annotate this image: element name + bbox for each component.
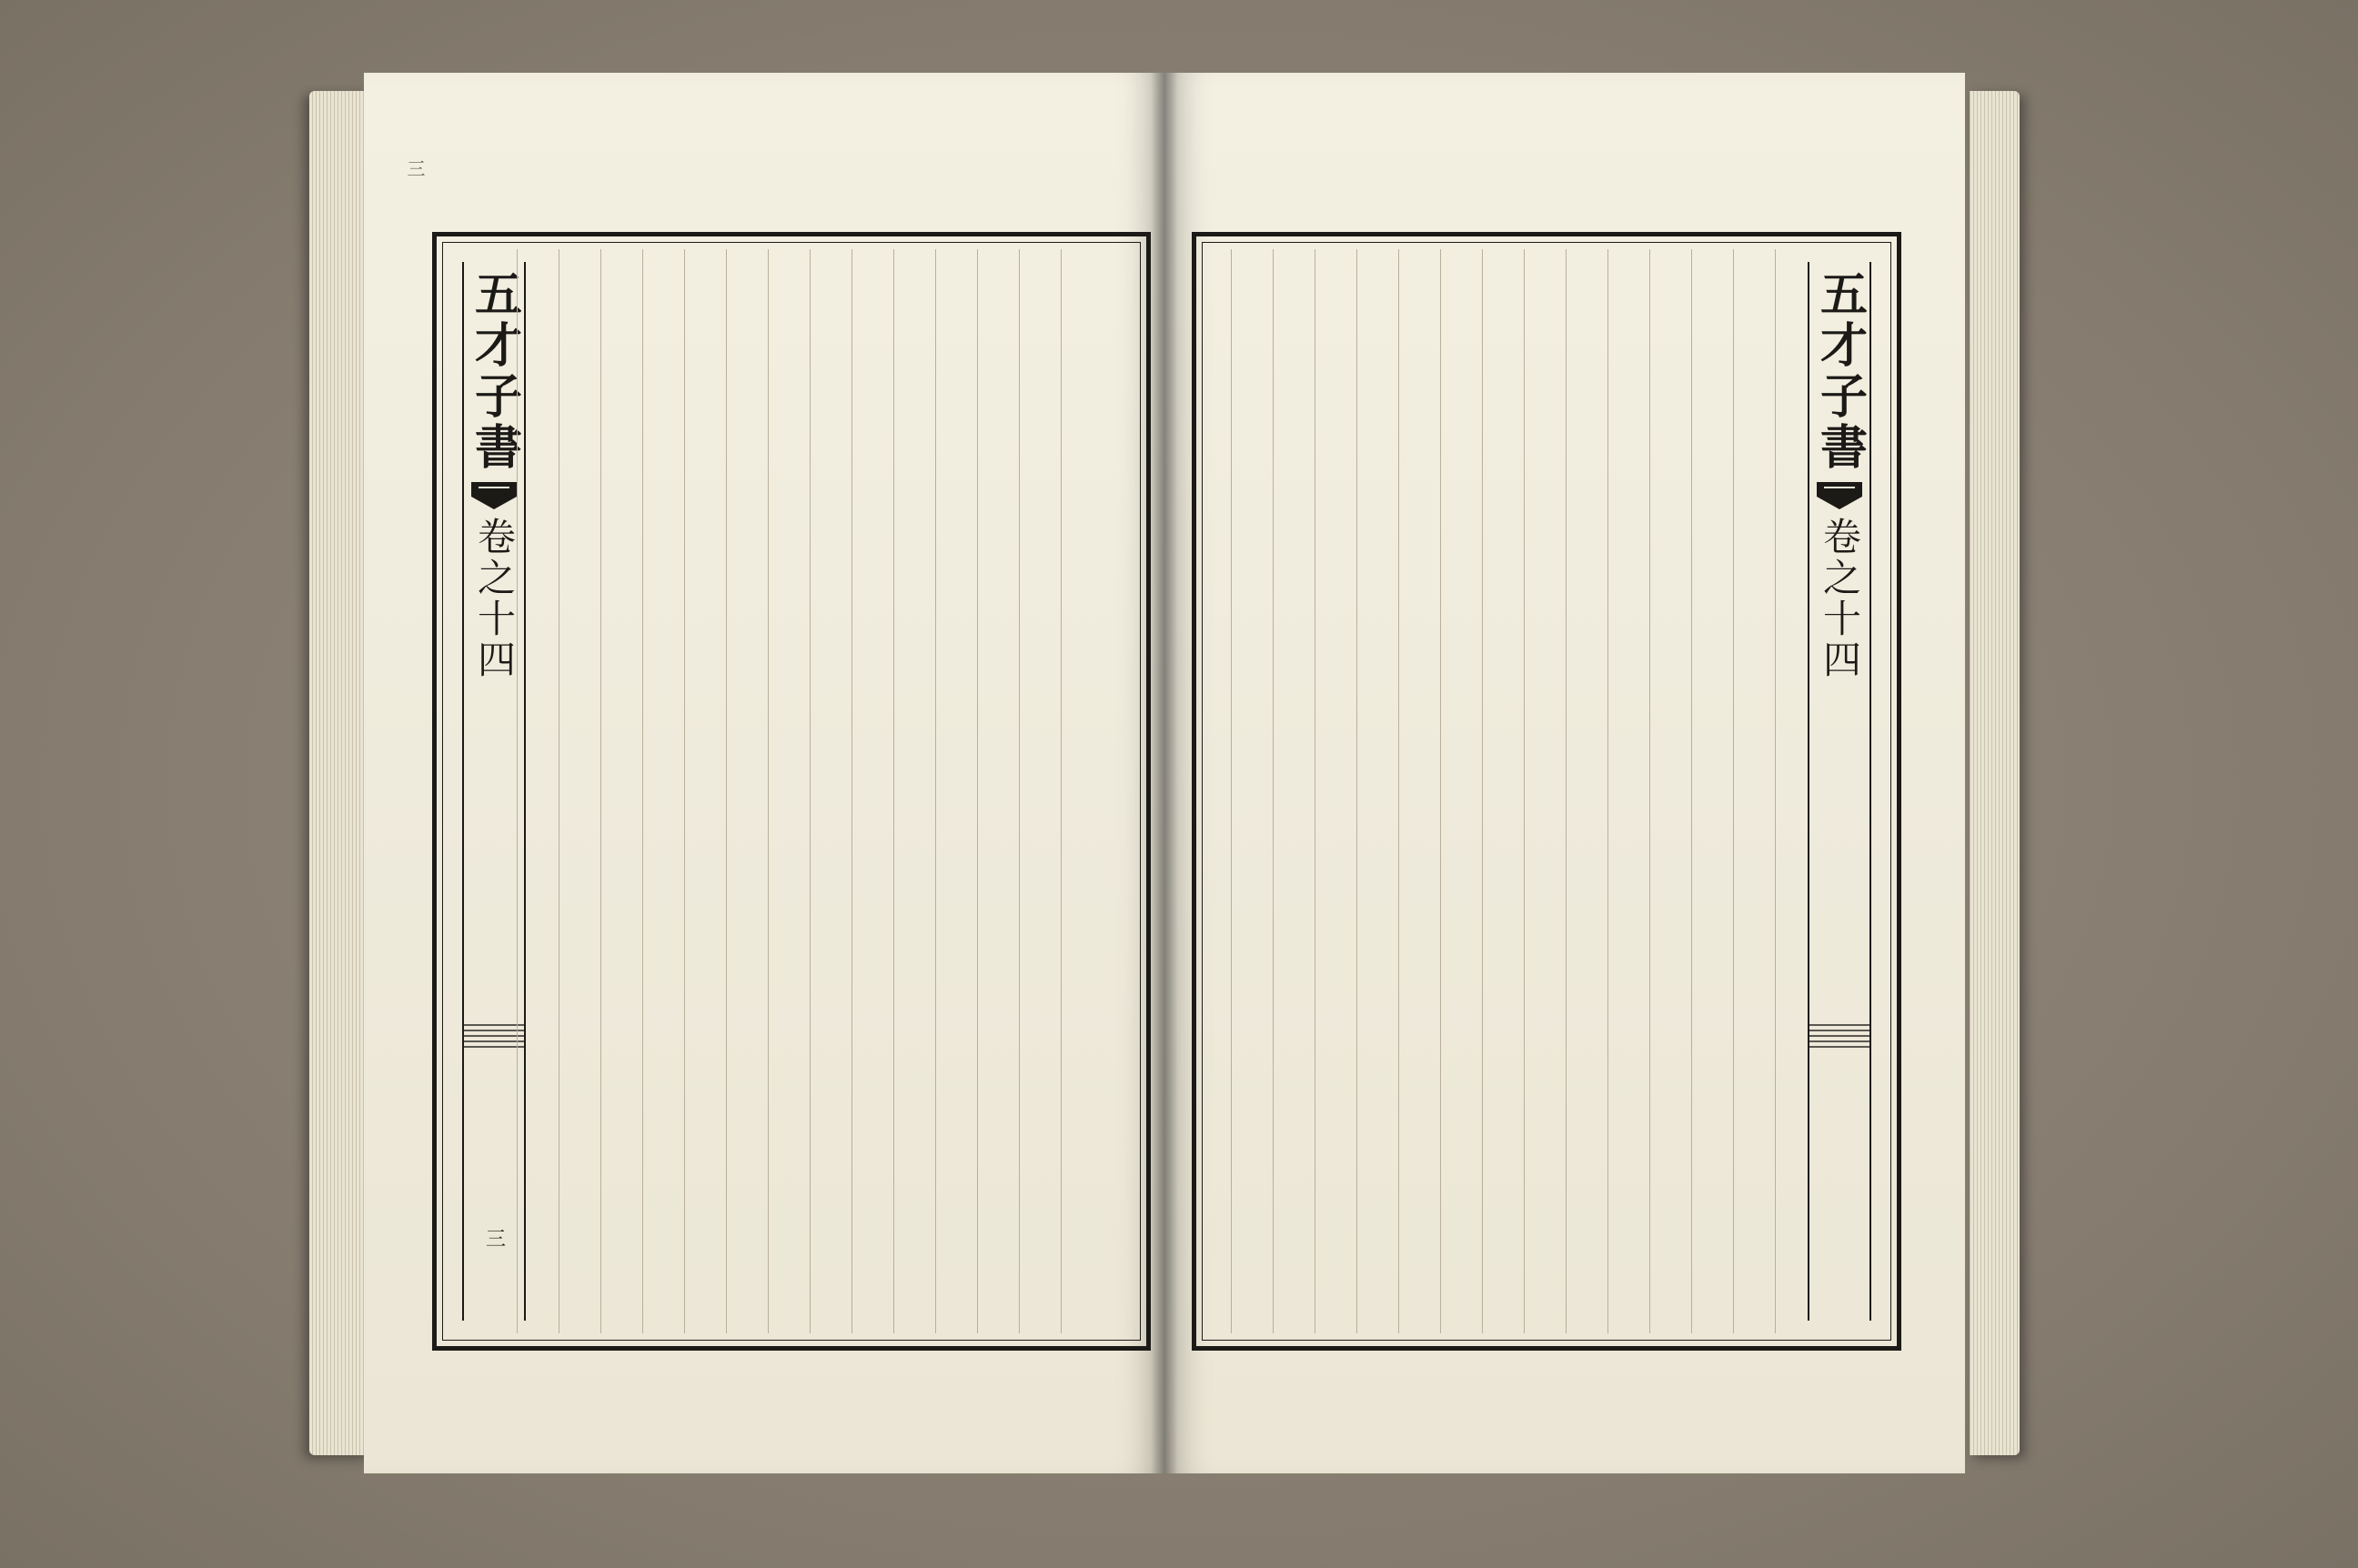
text-column: [1566, 249, 1607, 1333]
column-rule: [517, 249, 518, 1333]
column-rule: [1019, 249, 1020, 1333]
column-rule: [1273, 249, 1274, 1333]
column-rule: [1691, 249, 1692, 1333]
text-column: [1607, 249, 1649, 1333]
column-rule: [1061, 249, 1062, 1333]
column-rule: [810, 249, 811, 1333]
column-rule: [977, 249, 978, 1333]
column-rule: [1733, 249, 1734, 1333]
text-column: [1524, 249, 1566, 1333]
text-column: [726, 249, 768, 1333]
column-rule: [726, 249, 727, 1333]
column-rule: [1482, 249, 1483, 1333]
text-column: [810, 249, 852, 1333]
open-book: [309, 64, 2020, 1483]
left-volume-label: 卷之十四: [472, 517, 517, 680]
text-column: [1440, 249, 1482, 1333]
right-volume-label: 卷之十四: [1818, 517, 1862, 680]
fish-tail-ornament-icon: [469, 480, 519, 511]
right-text-frame: [1192, 232, 1901, 1351]
fish-tail-ornament-icon: [1815, 480, 1864, 511]
left-header-strip: [462, 262, 526, 1321]
column-rule: [1231, 249, 1232, 1333]
right-book-title: 五才子書: [1811, 269, 1868, 473]
column-rule: [935, 249, 936, 1333]
text-column: [1273, 249, 1315, 1333]
column-rule: [1356, 249, 1357, 1333]
text-column: [517, 249, 559, 1333]
text-column: [1231, 249, 1273, 1333]
text-column: [684, 249, 726, 1333]
right-header-strip: [1808, 262, 1871, 1321]
text-column: [1061, 249, 1103, 1333]
text-column: [1315, 249, 1356, 1333]
text-column: [893, 249, 935, 1333]
book-gutter: [1151, 73, 1178, 1473]
column-rule: [1524, 249, 1525, 1333]
left-text-frame: [432, 232, 1151, 1351]
right-page: [1164, 73, 1965, 1473]
text-column: [1775, 249, 1817, 1333]
column-rule: [1398, 249, 1399, 1333]
column-rule: [1440, 249, 1441, 1333]
left-page-top-margin-mark: 三: [404, 159, 426, 177]
column-rule: [1607, 249, 1608, 1333]
text-column: [1019, 249, 1061, 1333]
right-page-edges: [1970, 91, 2020, 1455]
left-text-columns: [449, 249, 1134, 1333]
right-folio-hash-marks: [1809, 1024, 1869, 1048]
column-rule: [642, 249, 643, 1333]
column-rule: [684, 249, 685, 1333]
column-rule: [893, 249, 894, 1333]
text-column: [559, 249, 600, 1333]
column-rule: [600, 249, 601, 1333]
text-column: [935, 249, 977, 1333]
text-column: [768, 249, 810, 1333]
text-column: [977, 249, 1019, 1333]
column-rule: [1775, 249, 1776, 1333]
column-rule: [1649, 249, 1650, 1333]
text-column: [1733, 249, 1775, 1333]
left-book-title: 五才子書: [466, 269, 522, 473]
column-rule: [768, 249, 769, 1333]
text-column: [600, 249, 642, 1333]
text-column: [1691, 249, 1733, 1333]
text-column: [1482, 249, 1524, 1333]
column-rule: [1566, 249, 1567, 1333]
text-column: [642, 249, 684, 1333]
left-folio-hash-marks: [464, 1024, 524, 1048]
right-text-columns: [1209, 249, 1884, 1333]
text-column: [1649, 249, 1691, 1333]
left-folio-number: 三: [482, 1228, 506, 1248]
text-column: [1398, 249, 1440, 1333]
text-column: [1356, 249, 1398, 1333]
left-page: [364, 73, 1164, 1473]
text-column: [852, 249, 893, 1333]
